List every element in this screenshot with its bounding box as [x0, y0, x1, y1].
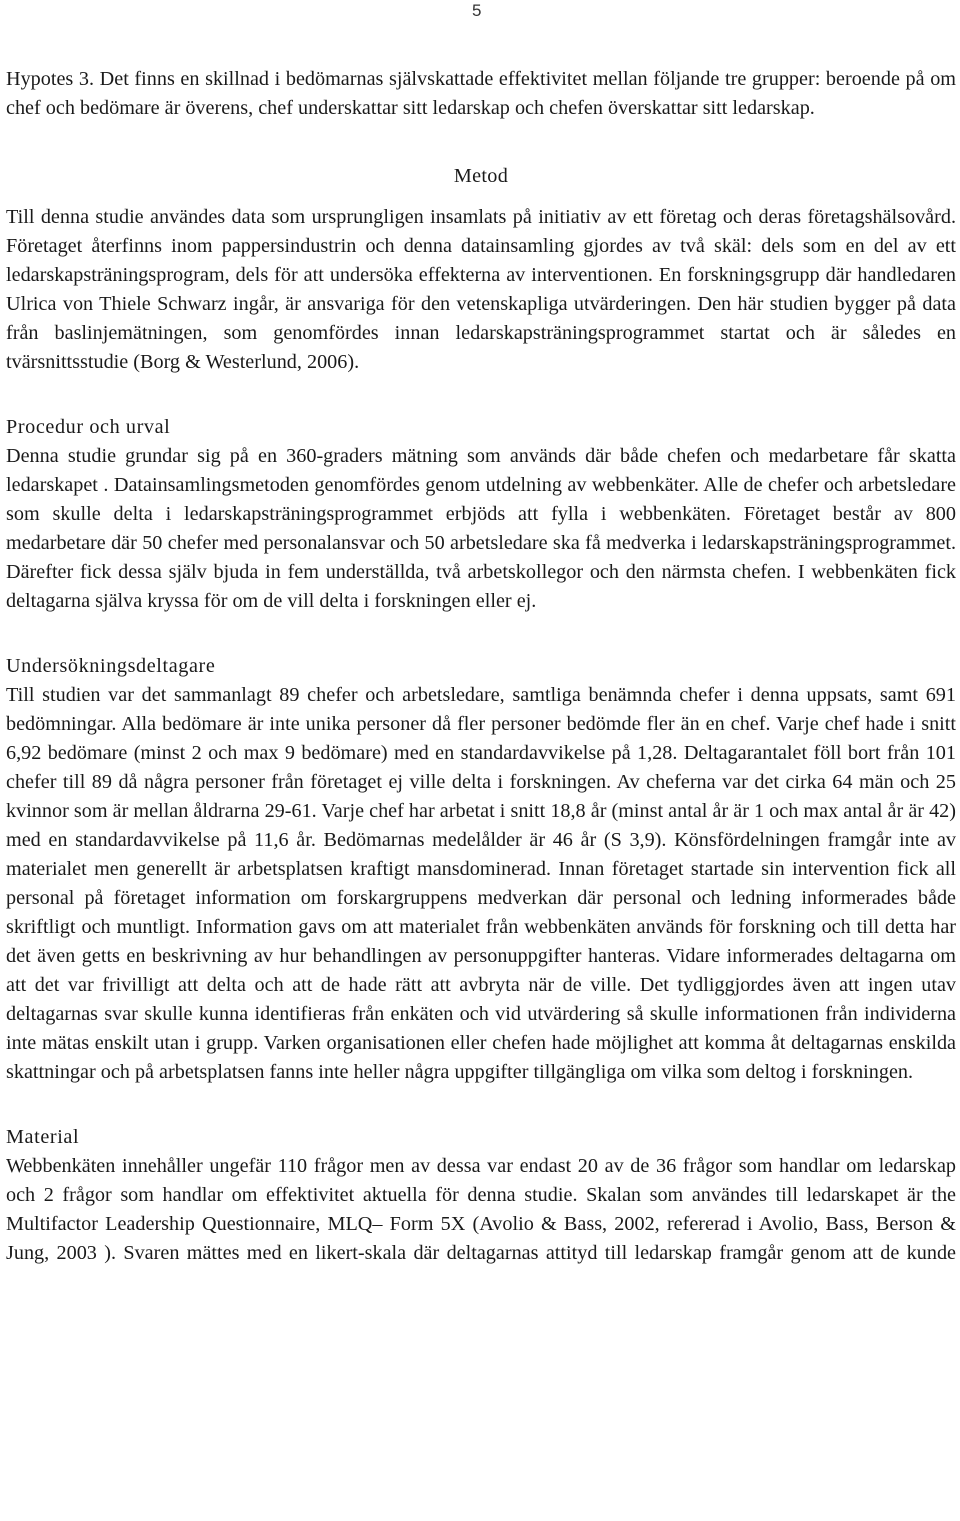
procedure-heading: Procedur och urval: [6, 416, 171, 438]
procedure-section: [6, 413, 956, 616]
participants-section: [6, 652, 956, 1087]
material-paragraph: Webbenkäten innehåller ungefär 110 frågor men av dessa var endast 20 av de 36 frågor som handlar om ledarskap och 2 frågor som handlar om effektivitet aktuella för denna studie. Skalan som användes till ledarskapet är the Multifactor Leadership Questionnaire, MLQ– Form 5X (Avolio & Bass, 2002, refererad i Avolio, Bass, Berson & Jung, 2003 ). Svaren mättes med en likert-skala där deltagarnas attityd till ledarskap framgår genom att de kunde: [6, 1155, 956, 1264]
procedure-paragraph: Denna studie grundar sig på en 360-graders mätning som används där både chefen och medarbetare får skatta ledarskapet . Datainsamlingsmetoden genomfördes genom utdelning av webbenkäter. Alle de chefer och arbetsledare som skulle delta i ledarskapsträningsprogrammet erbjöds att fylla i webbenkäten. Företaget består av 800 medarbetare där 50 chefer med personalansvar och 50 arbetsledare ska få medverka i ledarskapsträningsprogrammet. Därefter fick dessa själv bjuda in fem underställda, två arbetskollegor och den närmsta chefen. I webbenkäten fick deltagarna själva kryssa för om de vill delta i forskningen eller ej.: [6, 445, 956, 612]
page-number: 5: [472, 1, 482, 20]
participants-heading: Undersökningsdeltagare: [6, 655, 216, 677]
material-heading: Material: [6, 1126, 80, 1148]
method-heading: Metod: [453, 165, 509, 187]
method-paragraph: Till denna studie användes data som ursprungligen insamlats på initiativ av ett företag och deras företagshälsovård. Företaget återfinns inom pappersindustrin och denna datainsamling gjordes av två skäl: dels som en del av ett ledarskapsträningsprogram, dels för att undersöka effekterna av interventionen. En forskningsgrupp där handledaren Ulrica von Thiele Schwarz ingår, är ansvariga för den vetenskapliga utvärderingen. Den här studien bygger på data från baslinjemätningen, som genomfördes innan ledarskapsträningsprogrammet startat och är således en tvärsnittsstudie (Borg & Westerlund, 2006).: [6, 206, 956, 373]
participants-paragraph: Till studien var det sammanlagt 89 chefer och arbetsledare, samtliga benämnda chefer i denna uppsats, samt 691 bedömningar. Alla bedömare är inte unika personer då fler personer bedömde fler än en chef. Varje chef hade i snitt 6,92 bedömare (minst 2 och max 9 bedömare) med en standardavvikelse på 1,28. Deltagarantalet föll bort från 101 chefer till 89 då några personer från företaget ej ville delta i forskningen. Av cheferna var det cirka 64 män och 25 kvinnor som är mellan åldrarna 29-61. Varje chef har arbetat i snitt 18,8 år (minst antal år är 1 och max antal år är 42) med en standardavvikelse på 11,6 år. Bedömarnas medelålder är 46 år (S 3,9). Könsfördelningen framgår inte av materialet men generellt är arbetsplatsen kraftigt mansdominerad. Innan företaget startade sin intervention fick all personal på företaget information om forskargruppens medverkan där personal och ledning informerades både skriftligt och muntligt. Information gavs om att materialet från webbenkäten används för forskning och till detta har det även getts en beskrivning av hur behandlingen av personuppgifter hanteras. Vidare informerades deltagarna om att det var frivilligt att delta och att de hade rätt att avbryta när de ville. Det tydliggjordes även att ingen utav deltagarnas svar skulle kunna identifieras från enkäten och vid utvärdering så skulle informationen från individerna inte mätas enskilt utan i grupp. Varken organisationen eller chefen hade möjlighet att komma åt deltagarnas enskilda skattningar och på arbetsplatsen fanns inte heller några uppgifter tillgängliga om vilka som deltog i forskningen.: [6, 684, 956, 1083]
document-body: [6, 65, 956, 1268]
material-section: [6, 1123, 956, 1268]
hypothesis-paragraph: Hypotes 3. Det finns en skillnad i bedömarnas självskattade effektivitet mellan följande tre grupper: beroende på om chef och bedömare är överens, chef underskattar sitt ledarskap och chefen överskattar sitt ledarskap.: [6, 68, 956, 119]
method-section: [6, 162, 956, 377]
